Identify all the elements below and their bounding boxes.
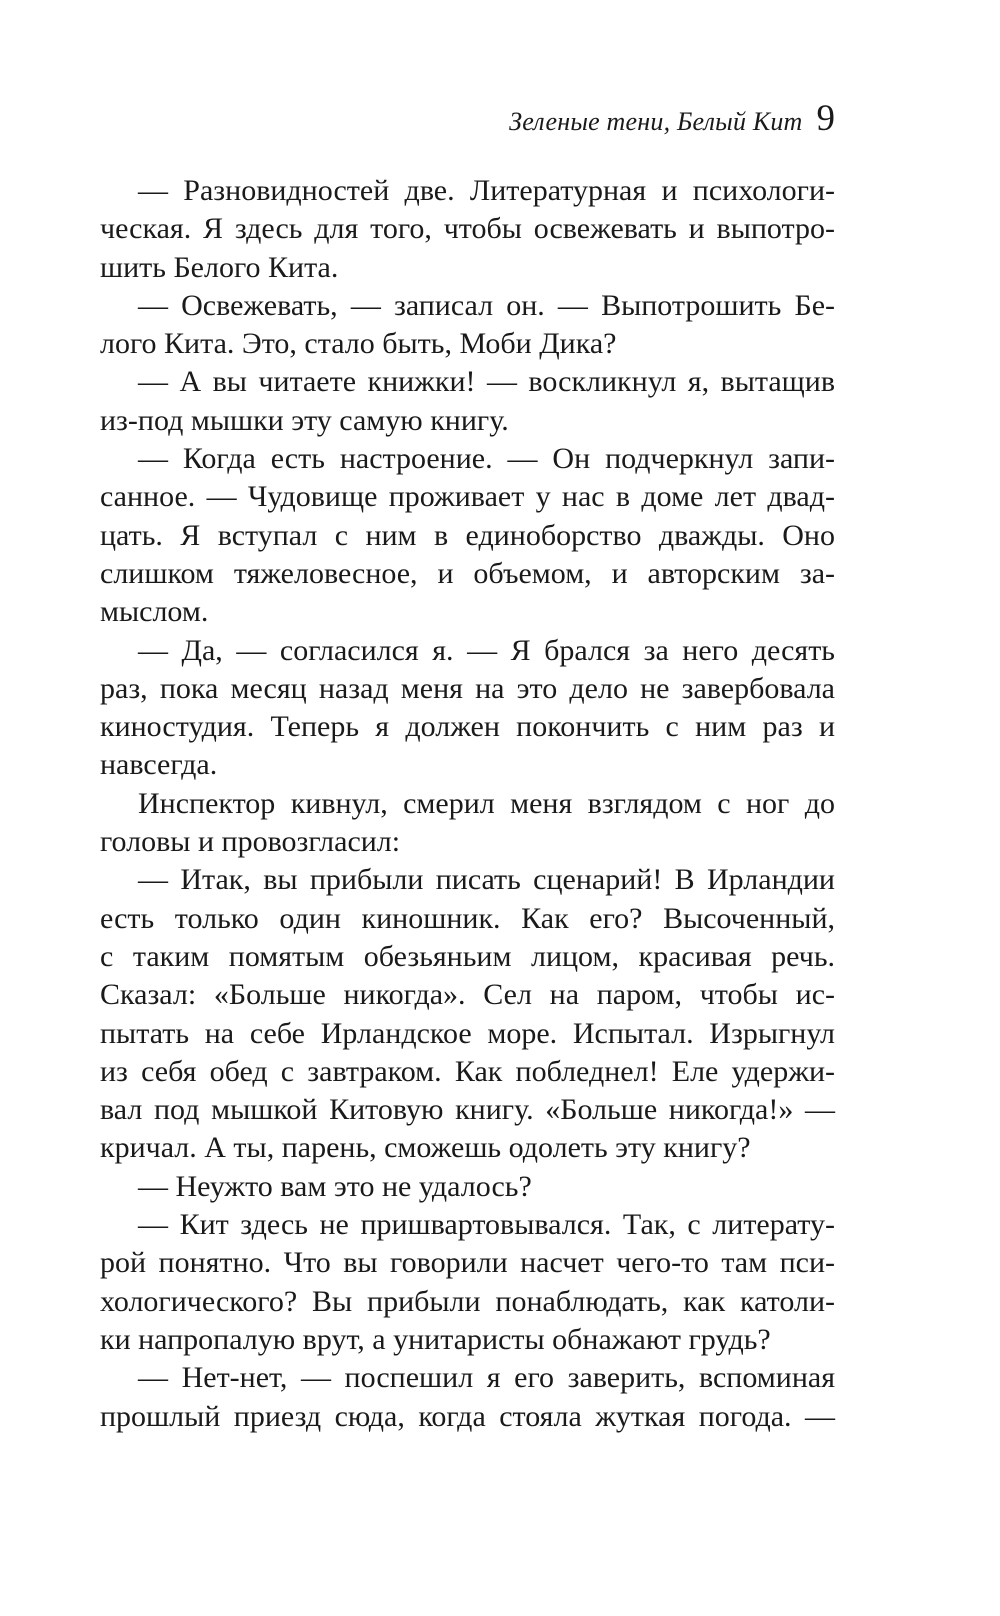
text-line: пытать на себе Ирландское море. Испытал. Изрыгнул <box>100 1016 835 1050</box>
text-line: слишком тяжеловесное, и объемом, и авторским за- <box>100 556 835 590</box>
paragraph <box>100 861 835 1167</box>
text-line: ки напропалую врут, а унитаристы обнажают грудь? <box>100 1322 771 1356</box>
text-line: навсегда. <box>100 748 218 782</box>
text-line: головы и провозгласил: <box>100 825 401 859</box>
text-line: лого Кита. Это, стало быть, Моби Дика? <box>100 327 617 361</box>
text-line: Инспектор кивнул, смерил меня взглядом с ног до <box>138 786 835 820</box>
text-line: — Неужто вам это не удалось? <box>138 1169 532 1203</box>
paragraph <box>100 1206 835 1359</box>
text-line: с таким помятым обезьяньим лицом, красивая речь. <box>100 939 835 973</box>
text-line: мыслом. <box>100 595 209 629</box>
paragraph <box>100 363 835 440</box>
text-line: — Когда есть настроение. — Он подчеркнул запи- <box>138 442 835 476</box>
running-head <box>509 100 835 137</box>
text-line: цать. Я вступал с ним в единоборство дважды. Оно <box>100 518 835 552</box>
text-line: — Итак, вы прибыли писать сценарий! В Ирландии <box>138 863 835 897</box>
paragraph <box>100 1168 835 1206</box>
text-line: — Да, — согласился я. — Я брался за него десять <box>138 633 835 667</box>
text-line: киностудия. Теперь я должен покончить с ним раз и <box>100 710 835 744</box>
text-line: — Нет-нет, — поспешил я его заверить, вспоминая <box>138 1361 835 1395</box>
text-line: — Разновидностей две. Литературная и психологи- <box>138 174 835 207</box>
text-line: вал под мышкой Китовую книгу. «Больше никогда!» — <box>100 1093 835 1127</box>
paragraph <box>100 440 835 631</box>
text-line: есть только один киношник. Как его? Высоченный, <box>100 901 835 935</box>
text-line: — Кит здесь не пришвартовывался. Так, с литерату- <box>138 1208 835 1242</box>
paragraph <box>100 785 835 862</box>
text-line: из себя обед с завтраком. Как побледнел! Еле удержи- <box>100 1054 835 1088</box>
text-line: рой понятно. Что вы говорили насчет чего-то там пси- <box>100 1246 835 1280</box>
text-line: из-под мышки эту самую книгу. <box>100 403 509 437</box>
paragraph <box>100 172 835 287</box>
text-line: — Освежевать, — записал он. — Выпотрошить Бе- <box>138 288 835 322</box>
text-line: кричал. А ты, парень, сможешь одолеть эту книгу? <box>100 1131 751 1165</box>
running-title: Зеленые тени, Белый Кит <box>509 107 803 136</box>
page-number: 9 <box>816 98 835 139</box>
text-line: прошлый приезд сюда, когда стояла жуткая погода. — <box>100 1399 835 1433</box>
text-line: раз, пока месяц назад меня на это дело не завербовала <box>100 671 835 705</box>
text-line: шить Белого Кита. <box>100 250 339 284</box>
text-line: хологического? Вы прибыли понаблюдать, как католи- <box>100 1284 835 1318</box>
body-text <box>100 172 835 1436</box>
paragraph <box>100 632 835 785</box>
text-line: санное. — Чудовище проживает у нас в доме лет двад- <box>100 480 835 514</box>
text-line: ческая. Я здесь для того, чтобы освежевать и выпотро- <box>100 212 835 246</box>
text-line: Сказал: «Больше никогда». Сел на паром, чтобы ис- <box>100 978 835 1012</box>
paragraph <box>100 1359 835 1436</box>
paragraph <box>100 287 835 364</box>
text-line: — А вы читаете книжки! — воскликнул я, вытащив <box>138 365 835 399</box>
